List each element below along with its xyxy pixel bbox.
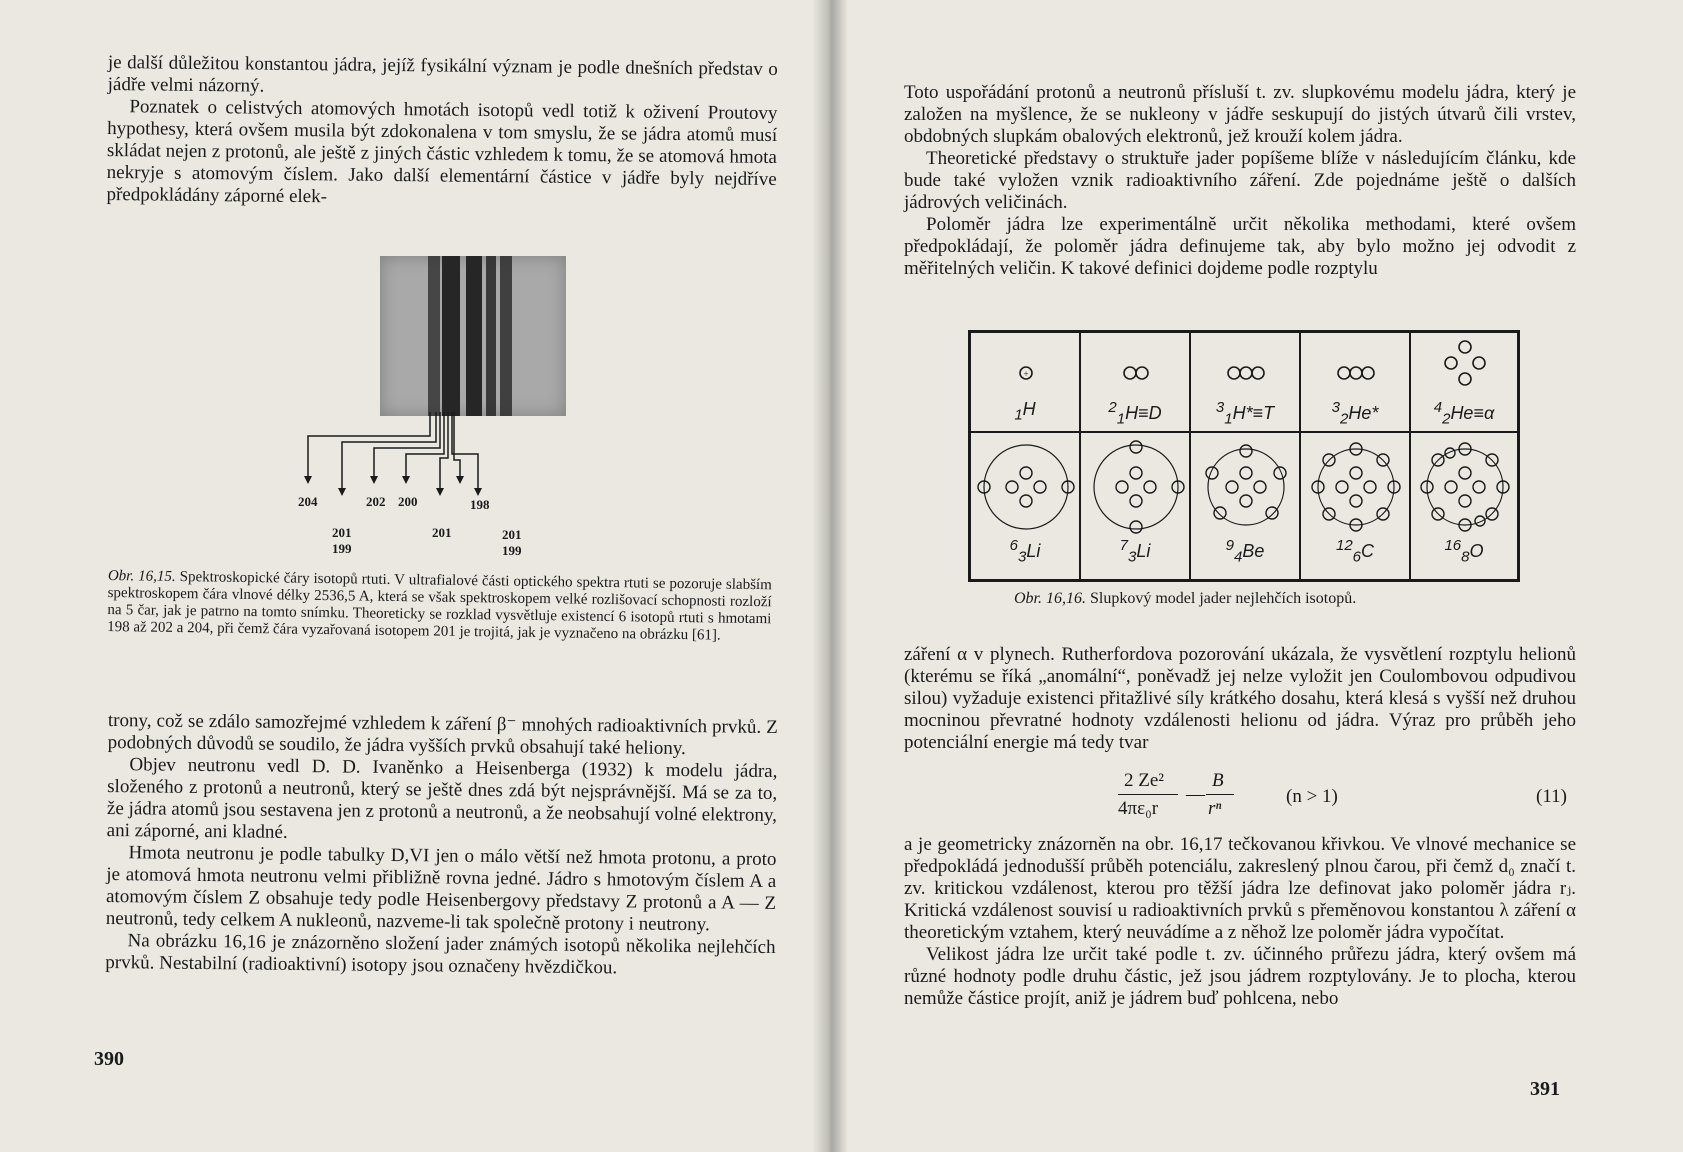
figure-16-16-caption: [1014, 590, 1514, 607]
caption-label: Obr. 16,15.: [107, 568, 176, 585]
right-paragraph-6: Velikost jádra lze určit také podle t. zv. účinného průřezu jádra, který ovšem má různé hodnoty podle druhu částic, jež jsou jádrem rozptylovány. Je to plocha, kterou nemůže částice projít, aniž je jádrem buď pohlcena, nebo: [904, 944, 1576, 1009]
right-paragraph-4: záření α v plynech. Rutherfordova pozorování ukázala, že vysvětlení rozptylu helionů (kterému se říká „anomální“, poněvadž jej nelze vyložit jen Coulombovou odpudivou silou) vyžaduje existenci přitažlivé síly krátkého dosahu, která klesá s vyšší než druhou mocninou převratné hodnoty vzdálenosti helionu od jádra. Výraz pro průběh jeho potenciální energie má tedy tvar: [904, 644, 1576, 753]
caption-text-2: Slupkový model jader nejlehčích isotopů.: [1090, 590, 1357, 607]
label-199a: 199: [332, 541, 352, 556]
spectrum-photo: [380, 256, 566, 416]
shell-model-table: [968, 330, 1520, 582]
left-paragraph-5: Hmota neutronu je podle tabulky D,VI jen o málo větší než hmota protonu, a proto je atomová hmota neutronu velmi přibližně rovna jedné. Jádro s hmotovým číslem A a atomovým číslem Z obsahuje tedy podle Heisenbergovy představy Z protonů a A — Z neutronů, tedy celkem A nukleonů, nazveme-li tak společně protony i neutrony.: [105, 842, 777, 936]
cell-7Li: [1080, 432, 1190, 580]
left-text-bottom: [105, 710, 778, 981]
sym-4He: $^4_2$He≡α: [1433, 399, 1495, 428]
right-paragraph-3: Poloměr jádra lze experimentálně určit několika methodami, které ovšem předpokládají, že poloměr jádra definujeme tak, aby bylo možno jej odvodit z měřitelných veličin. K takové definici dojdeme podle rozptylu: [904, 214, 1576, 279]
left-text-top: [106, 52, 778, 213]
right-text-bottom: [904, 834, 1576, 1010]
sym-16O: $^{16}_8$O: [1444, 537, 1484, 566]
eq-den1: 4πε₀r: [1118, 798, 1159, 819]
eq-num2: B: [1212, 770, 1224, 791]
left-paragraph-2: Poznatek o celistvých atomových hmotách isotopů vedl totiž k oživení Proutovy hypothesy, která ovšem musila být zdokonalena v tom smyslu, že se jádra atomů musí skládat nejen z protonů, ale ještě z jiných částic vzhledem k tomu, že se atomová hmota nekryje s atomovým číslem. Jako další elementární částice v jádře byly nejdříve předpokládány záporné elek-: [106, 96, 778, 208]
sym-7Li: $^7_3$Li: [1119, 537, 1151, 566]
label-202: 202: [366, 494, 386, 509]
svg-text:+: +: [1023, 369, 1029, 379]
right-paragraph-1: Toto uspořádání protonů a neutronů přísluší t. zv. slupkovému modelu jádra, který je založen na myšlence, že se nukleony v jádře seskupují do jistých útvarů čili vrstev, obdobných slupkám obalových elektronů, jež krouží kolem jádra.: [904, 82, 1576, 147]
left-page: [0, 0, 832, 1152]
label-199c: 199: [502, 543, 522, 558]
label-204: 204: [298, 494, 318, 509]
eq-condition: (n > 1): [1286, 786, 1338, 807]
caption-label-2: Obr. 16,16.: [1014, 590, 1087, 607]
cell-6Li: [970, 432, 1080, 580]
label-198: 198: [470, 497, 490, 512]
cell-2H: [1080, 332, 1190, 432]
right-paragraph-5: a je geometricky znázorněn na obr. 16,17 tečkovanou křivkou. Ve vlnové mechanice se předpokládá jednodušší průběh potenciálu, zakreslený plnou čarou, při čemž d₀ značí t. zv. kritickou vzdálenost, kterou pro těžší jádra lze definovat jako poloměr jádra rⱼ. Kritická vzdálenost souvisí u radioaktivních prvků s přeměnovou konstantou λ záření α theoretickým vztahem, který neuvádíme a z něhož lze poloměr jádra vypočítat.: [904, 834, 1576, 943]
eq-minus: —: [1186, 784, 1205, 805]
label-201a: 201: [332, 525, 352, 540]
left-paragraph-3: trony, což se zdálo samozřejmé vzhledem k záření β⁻ mnohých radioaktivních prvků. Z podobných důvodů se soudilo, že jádra vyšších prvků obsahují také heliony.: [107, 710, 778, 760]
cell-3H: [1190, 332, 1300, 432]
right-text-top: [904, 82, 1576, 280]
cell-3He: [1300, 332, 1410, 432]
right-paragraph-2: Theoretické představy o struktuře jader popíšeme blíže v následujícím článku, kde bude také vyložen vznik radioaktivního záření. Zde pojednáme ještě o dalších jádrových veličinách.: [904, 148, 1576, 213]
left-paragraph-6: Na obrázku 16,16 je znázorněno složení jader známých isotopů několika nejlehčích prvků. Nestabilní (radioaktivní) isotopy jsou označeny hvězdičkou.: [105, 930, 776, 979]
sym-6Li: $^6_3$Li: [1009, 537, 1041, 566]
spectrum-arrows: [290, 412, 530, 552]
left-paragraph-1: je další důležitou konstantou jádra, jejíž fysikální význam je podle dnešních představ o jádře velmi názorný.: [107, 52, 778, 97]
cell-16O: [1410, 432, 1518, 580]
sym-9Be: $^9_4$Be: [1225, 537, 1265, 566]
right-text-middle: [904, 644, 1576, 754]
figure-16-15-caption: [107, 568, 772, 645]
page-number-right: 391: [1530, 1078, 1560, 1100]
label-200: 200: [398, 494, 418, 509]
label-201c: 201: [502, 527, 522, 542]
label-201b: 201: [432, 525, 452, 540]
eq-num1: 2 Ze²: [1124, 770, 1164, 791]
sym-2H: $^2_1$H≡D: [1108, 399, 1162, 428]
eq-den2: rⁿ: [1208, 798, 1222, 819]
left-paragraph-4: Objev neutronu vedl D. D. Ivaněnko a Heisenberga (1932) k modelu jádra, složeného z protonů a neutronů, který se ještě dnes zdá být nejsprávnější. Má se za to, že jádra atomů jsou sestavena jen z protonů a neutronů, a že neobsahují volné elektrony, ani záporné, ani kladné.: [106, 754, 778, 843]
eq-number: (11): [1536, 786, 1567, 807]
cell-4He: [1410, 332, 1518, 432]
cell-1H: [970, 332, 1080, 432]
sym-3H: $^3_1$H*≡T: [1215, 399, 1275, 428]
page-number-left: 390: [94, 1048, 124, 1070]
caption-text: Spektroskopické čáry isotopů rtuti. V ultrafialové části optického spektra rtuti se pozoruje slabším spektroskopem čára vlnové délky 2536,5 A, která se však spektroskopem velké rozlišovací schopnosti rozloží na 5 čar, jak je patrno na tomto snímku. Theoreticky se rozklad vysvětluje existencí 6 isotopů rtuti s hmotami 198 až 202 a 204, při čemž čára vyzařovaná isotopem 201 je trojitá, jak je vyznačeno na obrázku [61].: [107, 569, 772, 644]
sym-1H: $_1$H: [1014, 399, 1036, 424]
sym-3He: $^3_2$He*: [1331, 399, 1379, 428]
cell-9Be: [1190, 432, 1300, 580]
cell-12C: [1300, 432, 1410, 580]
sym-12C: $^{12}_6$C: [1335, 537, 1375, 566]
